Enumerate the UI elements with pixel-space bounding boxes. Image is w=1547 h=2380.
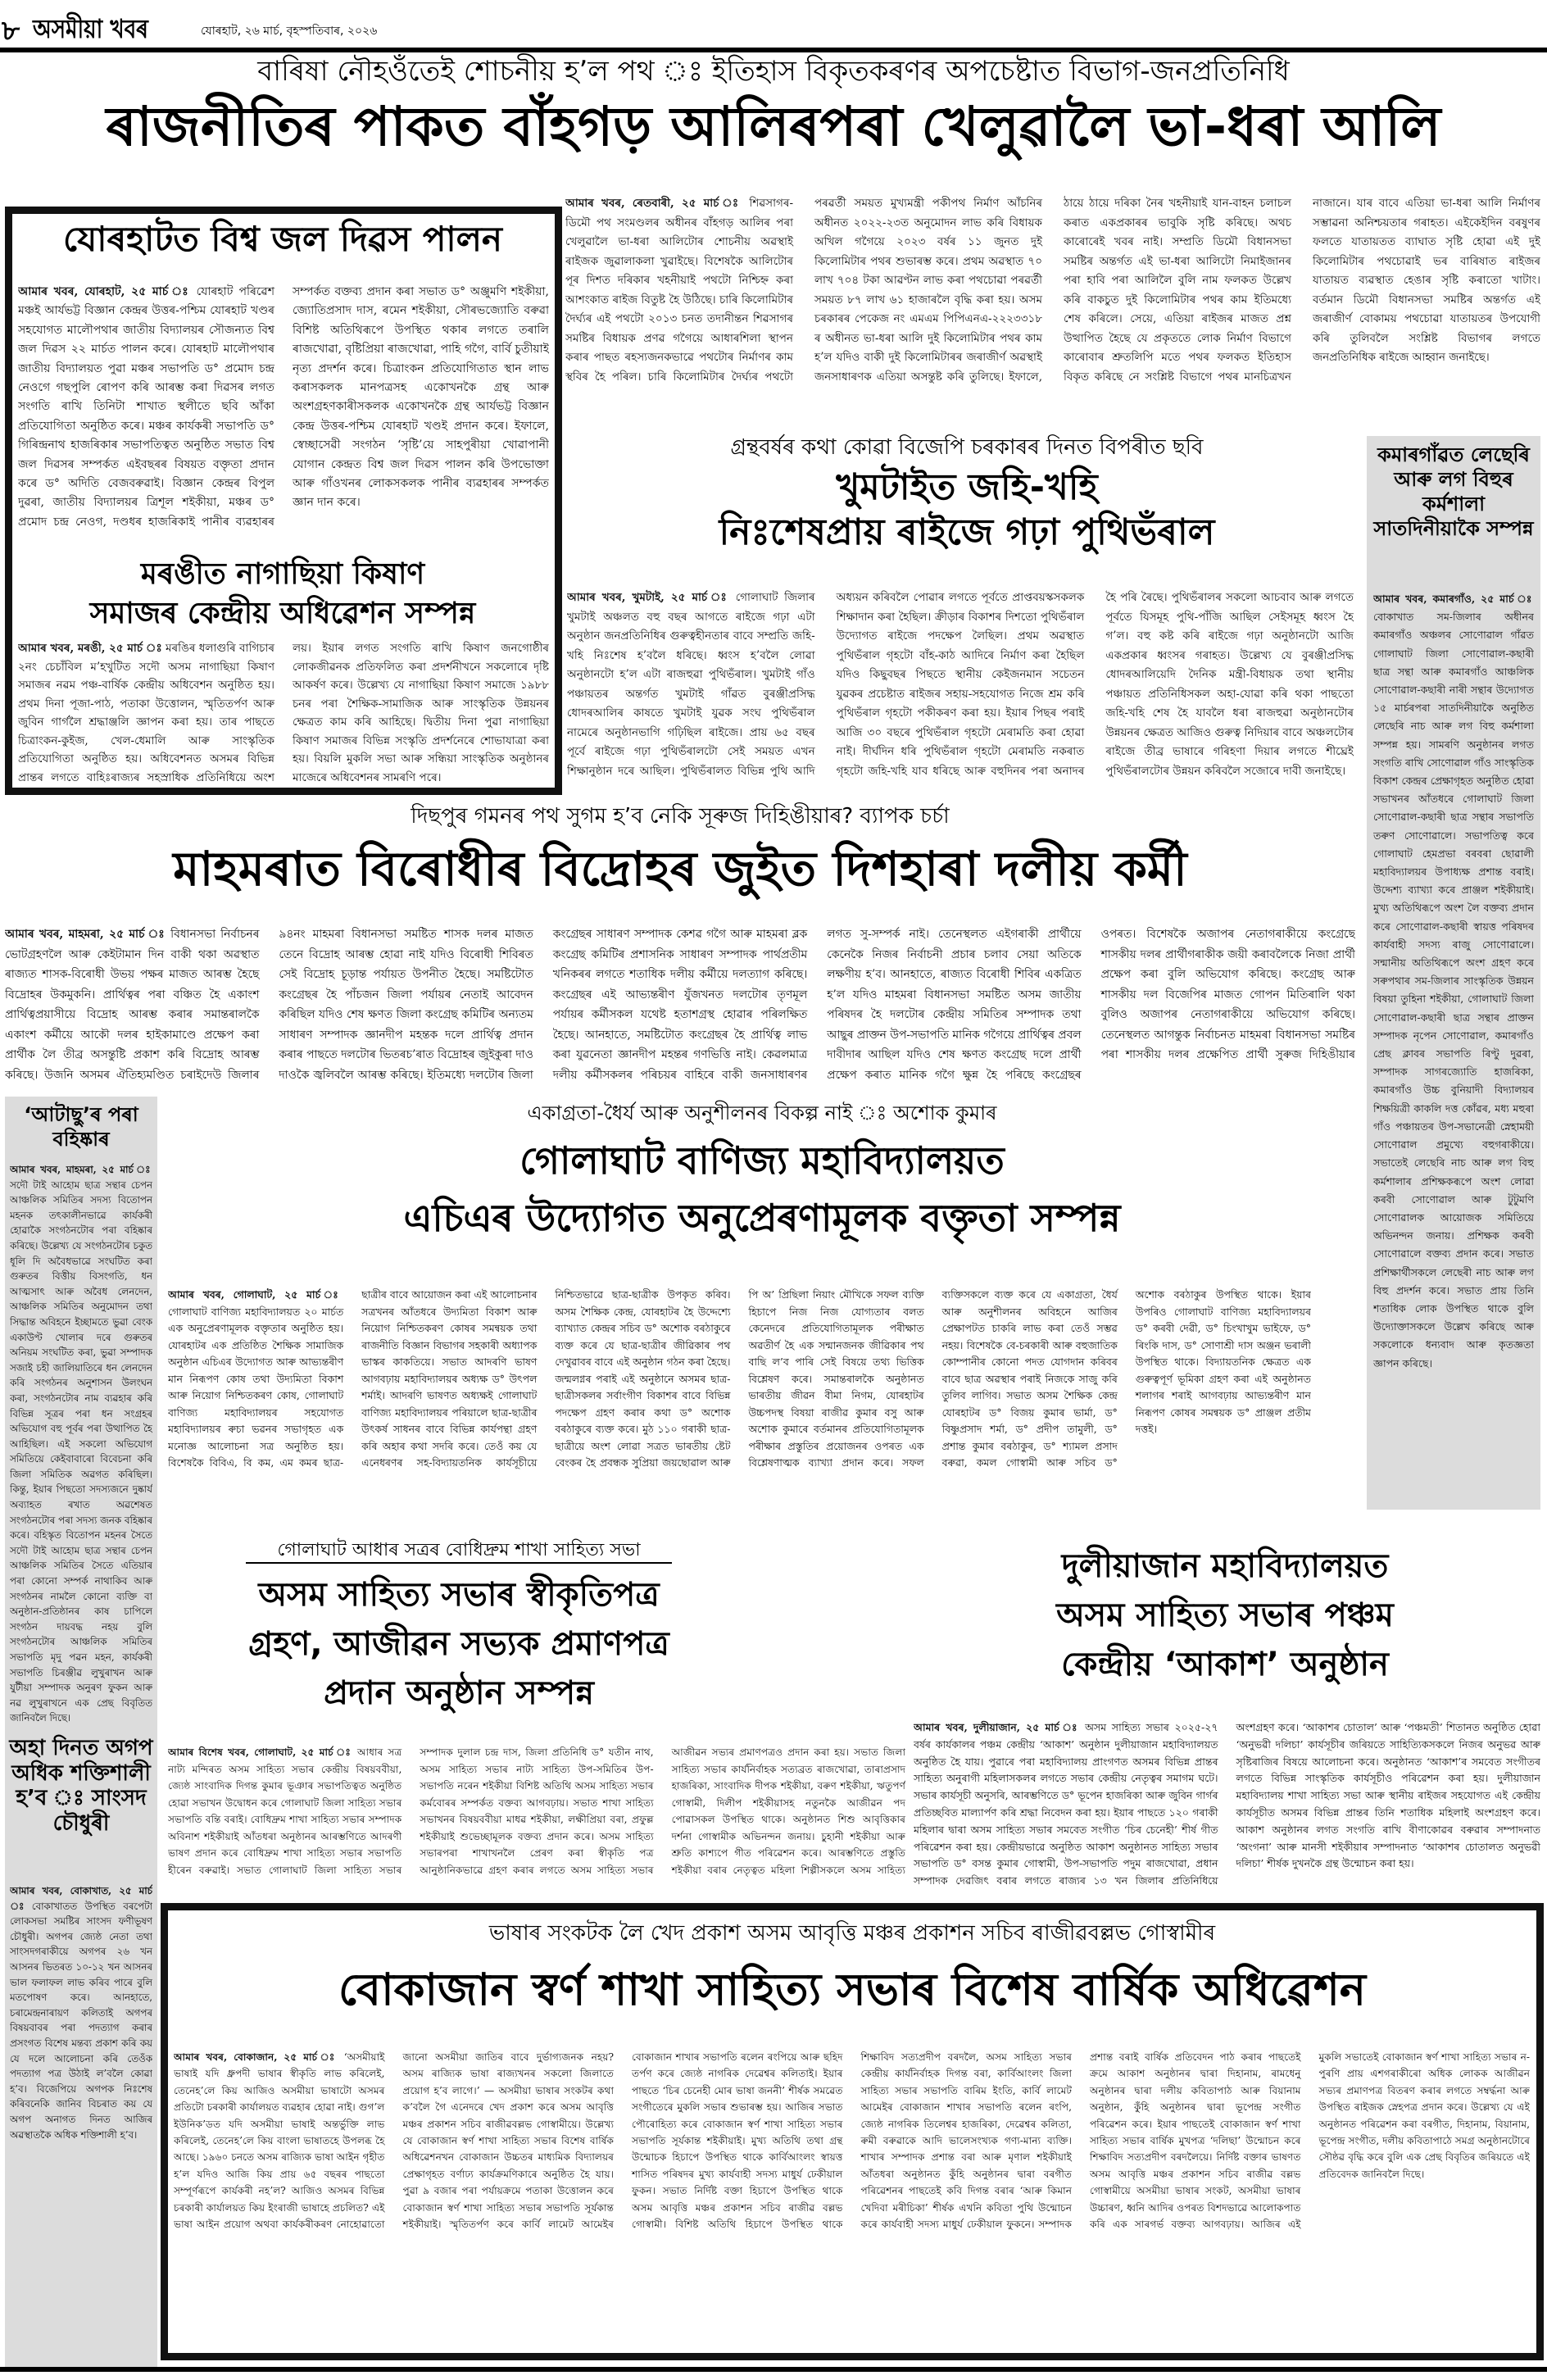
bokajan-headline: বোকাজান স্বৰ্ণ শাখা সাহিত্য সভাৰ বিশেষ বাৰ্ষিক অধিৱেশন [338, 1964, 1366, 2015]
mahmora-kicker: দিছপুৰ গমনৰ পথ সুগম হ’ব নেকি সূৰুজ দিহিঙীয়াৰ? ব্যাপক চৰ্চা [411, 804, 950, 829]
water-headline: যোৰহাটত বিশ্ব জল দিৱস পালন [63, 219, 502, 259]
lead-body: শিৱসাগৰ-ডিমৌ পথ সংমণ্ডলৰ অধীনৰ বাঁহগড় আলিৰ পৰা খেলুৱালৈ ভা-ধৰা আলিটোৰ শোচনীয় অৱস্থাই ৰাইজক জুৱালাকলা খুৱাইছে। বিশেষকৈ আলিটোৰ পূৰ দিশত দৰিকাৰ খহনীয়াই পথটো নিশ্চিহ্ন কৰা আশংকাত ৰাইজ বিতুষ্ট হৈ উঠিছে। চাৰি কিলোমিটাৰ দৈৰ্ঘ্যৰ এই পথটো ২০১৩ চনত তদানীন্তন শিৱসাগৰ সমষ্টিৰ বিধায়ক প্ৰণৱ গগৈয়ে আধাৰশিলা স্থাপন কৰাৰ পাছত ৰহস্যজনকভাৱে পথটোৰ নিৰ্মাণৰ কাম স্থবিৰ হৈ পৰিল। চাৰি কিলোমিটাৰ দৈৰ্ঘ্যৰ পথটো পৰৱৰ্তী সময়ত মুখ্যমন্ত্ৰী পকীপথ নিৰ্মাণ আঁচনিৰ অধীনত ২০২২-২৩ত অনুমোদন লাভ কৰি বিধায়ক অখিল গগৈয়ে ২০২৩ বৰ্ষৰ ১১ জুনত দুই কিলোমিটাৰ পথৰ শুভাৰম্ভ কৰে। প্ৰথম অৱস্থাত ৭০ লাখ ৭০৪ টকা আৱণ্টন লাভ কৰা পথচোৱা পৰৱৰ্তী সময়ত ৮৭ লাখ ৬১ হাজাৰলৈ বৃদ্ধি কৰা হয়। অসম চৰকাৰৰ পেকেজ নং এমএম পিপিএনএ-২২২৩৩১৮ ৰ অধীনত ভা-ধৰা আলি দুই কিলোমিটাৰ পথৰ কাম হ’ল যদিও বাকী দুই কিলোমিটাৰৰ জৰাজীৰ্ণ অৱস্থাই জনসাধাৰণক এতিয়া অসন্তুষ্ট কৰি তুলিছে। ইফালে, ঠায়ে ঠায়ে দৰিকা নৈৰ খহনীয়াই যান-বাহন চলাচল কৰাত একপ্ৰকাৰৰ ভাবুকি সৃষ্টি কৰিছে। অথচ কাৰোৰেই খবৰ নাই। সম্প্ৰতি ডিমৌ বিধানসভা সমষ্টিৰ অন্তৰ্গত এই ভা-ধৰা আলিটো নিমাইজানৰ পৰা হাবি পৰা আলিলৈ বুলি নাম ফলকত উল্লেখ কৰি বাকচুত দুই কিলোমিটাৰ পথৰ কাম ইতিমধ্যে শেষ কৰিলে। সেয়ে, এতিয়া ৰাইজৰ মাজত প্ৰশ্ন উত্থাপিত হৈছে যে প্ৰকৃততে লোক নিৰ্মাণ বিভাগে কাৰোবাৰ শ্ৰুতলিপি মতে পথৰ ফলকত ইতিহাস বিকৃত কৰিছে নে সংশ্লিষ্ট বিভাগে পথৰ মানচিত্ৰখন নাজানে। যাৰ বাবে এতিয়া ভা-ধৰা আলি নিৰ্মাণৰ সম্ভাৱনা অনিশ্চয়তাৰ গৰাহত। এইকেইদিন বৰষুণৰ ফলতে যাতায়তত ব্যাঘাত সৃষ্টি হোৱা এই দুই কিলোমিটাৰ পথচোৱাই ভৰ বাৰিষাত ৰাইজৰ যাতায়ত ব্যৱস্থাত হেঙাৰ সৃষ্টি কৰাতো খাটাং। বৰ্তমান ডিমৌ বিধানসভা সমষ্টিৰ অন্তৰ্গত এই জৰাজীৰ্ণ বোকাময় পথচোৱা যাতায়তৰ উপযোগী কৰি তুলিবলৈ সংশ্লিষ্ট বিভাগৰ লগতে জনপ্ৰতিনিধিক ৰাইজে আহ্বান জনাইছে। [565, 197, 1540, 384]
commerce-headline-1: গোলাঘাট বাণিজ্য মহাবিদ্যালয়ত [519, 1138, 1005, 1183]
sabha-headline-3: প্ৰদান অনুষ্ঠান সম্পন্ন [324, 1674, 594, 1712]
duliajan-body: অসম সাহিত্য সভাৰ ২০২৫-২৭ বৰ্ষৰ কাৰ্যকালৰ পঞ্চম কেন্দ্ৰীয় ‘আকাশ’ অনুষ্ঠান দুলীয়াজান মহাবিদ্যালয়ত অনুষ্ঠিত হৈ যায়। পুৱাৰে পৰা মহাবিদ্যালয় প্ৰাংগণত অসমৰ বিভিন্ন প্ৰান্তৰ সাহিত্য অনুৰাগী মহিলাসকলৰ লগতে সভাৰ কেন্দ্ৰীয় নেতৃত্বৰ সমাগম ঘটে। সভাৰ কাৰ্যসূচী অনুসৰি, আৰম্ভণিতে ড° ভূপেন হাজৰিকা আৰু জুবিন গাৰ্গৰ প্ৰতিচ্ছবিত মাল্যাৰ্পণ কৰি শ্ৰদ্ধা নিবেদন কৰা হয়। ইয়াৰ পাছতে ১২০ গৰাকী মহিলাৰ দ্বাৰা অসম সাহিত্য সভাৰ সমবেত সংগীত ‘চিৰ চেনেহী’ শীৰ্ষ গীত পৰিৱেশন কৰা হয়। কেন্দ্ৰীয়ভাৱে অনুষ্ঠিত আকাশ অনুষ্ঠানত সাহিত্য সভাৰ সভাপতি ড° বসন্ত কুমাৰ গোস্বামী, উপ-সভাপতি পদুম ৰাজখোৱা, প্ৰধান সম্পাদক দেৱজিৎ বৰাৰ লগতে ৰাজ্যৰ ১৩ খন জিলাৰ প্ৰতিনিধিয়ে অংশগ্ৰহণ কৰে। ‘আকাশৰ চোতাল’ আৰু ‘পঞ্চমতী’ শিতানত অনুষ্ঠিত হোৱা ‘অনুভৱী দলিচা’ কাৰ্যসূচীৰ জৰিয়তে সাহিত্যিকসকলে নিজৰ অনুভৱ আৰু সৃষ্টিৰাজিৰ বিষয়ে আলোচনা কৰে। অনুষ্ঠানত ‘আকাশ’ৰ সমবেত সংগীতৰ লগতে বিভিন্ন সাংস্কৃতিক কাৰ্যসূচীও পৰিৱেশন কৰা হয়। দুলীয়াজান মহাবিদ্যালয় শাখা সাহিত্য সভা আৰু স্থানীয় ৰাইজৰ সহযোগত এই কেন্দ্ৰীয় কাৰ্যসূচীত অসমৰ বিভিন্ন প্ৰান্তৰ তিনি শতাধিক মহিলাই অংশগ্ৰহণ কৰে। আকাশ অনুষ্ঠানৰ লগত সংগতি ৰাখি বীণাকোৱৰ বৰুৱাৰ সম্পাদনাত ‘অংগনা’ আৰু মানসী শইকীয়াৰ সম্পাদনাত ‘আকাশৰ চোতালত অনুভৱী দলিচা’ শীৰ্ষক দুখনকৈ গ্ৰন্থ উন্মোচন কৰা হয়। [914, 1721, 1540, 1887]
commerce-headline-2: এচিএৰ উদ্যোগত অনুপ্ৰেৰণামূলক বক্তৃতা সম্পন্ন [403, 1196, 1121, 1240]
paper-logo: অসমীয়া খবৰ [33, 13, 148, 44]
duliajan-headline-1: দুলীয়াজান মহাবিদ্যালয়ত [1061, 1547, 1389, 1585]
commerce-kicker: একাগ্ৰতা-ধৈৰ্য আৰু অনুশীলনৰ বিকল্প নাই ঃ অশোক কুমাৰ [527, 1101, 997, 1124]
mariani-headline-2: সমাজৰ কেন্দ্ৰীয় অধিৱেশন সম্পন্ন [89, 597, 476, 630]
sabha-article [168, 1744, 905, 1892]
mahmora-dateline: আমাৰ খবৰ, মাহমৰা, ২৫ মাৰ্চ ঃ [5, 928, 166, 941]
masthead-rule [0, 48, 1547, 52]
khumtai-kicker: গ্ৰন্থবৰ্ষৰ কথা কোৱা বিজেপি চৰকাৰৰ দিনত বিপৰীত ছবি [730, 435, 1204, 460]
commerce-dateline: আমাৰ খবৰ, গোলাঘাট, ২৫ মাৰ্চ ঃ [168, 1288, 344, 1301]
bokajan-kicker: ভাষাৰ সংকটক লৈ খেদ প্ৰকাশ অসম আবৃত্তি মঞ্চৰ প্ৰকাশন সচিব ৰাজীৱবল্লভ গোস্বামীৰ [488, 1921, 1216, 1946]
water-article [18, 283, 549, 553]
duliajan-dateline: আমাৰ খবৰ, দুলীয়াজান, ২৫ মাৰ্চ ঃ [914, 1721, 1080, 1733]
sabha-body: আধাৰ সত্ৰ নাট্য মন্দিৰত অসম সাহিত্য সভাৰ কেন্দ্ৰীয় বিষয়ববীয়া, জ্যেষ্ঠ সাংবাদিক দিগন্ত কুমাৰ ভূঞাৰ সভাপতিত্বত অনুষ্ঠিত হোৱা সভাখন উদ্বোধন কৰে গোলাঘাট জিলা সাহিত্য সভাৰ সভাপতি বন্তি বৰাই। বোধিদ্ৰুম শাখা সাহিত্য সভাৰ সম্পাদক অবিনাশ শইকীয়াই আঁতধৰা অনুষ্ঠানৰ আৰম্ভণিতে আদৰণী ভাষণ প্ৰদান কৰে বোধিদ্ৰুম শাখা সাহিত্য সভাৰ সভাপতি হীৰেন বৰুৱাই। সভাত গোলাঘাট জিলা সাহিত্য সভাৰ সম্পাদক দুলাল চন্দ্ৰ দাস, জিলা প্ৰতিনিধি ড° যতীন নাথ, অসম সাহিত্য সভাৰ নাট্য সাহিত্য উপ-সমিতিৰ উপ-সভাপতি নৰেন শইকীয়া বিশিষ্ট অতিথি অসম সাহিত্য সভাৰ কৰ্মবোৰৰ সম্পৰ্কত বক্তব্য আগবঢ়ায়। সভাত শাখা সাহিত্য সভাখনৰ বিষয়ববীয়া মাধৱ শইকীয়া, লক্ষীপ্ৰিয়া বৰা, প্ৰফুল্ল শইকীয়াই শুভেচ্ছামূলক বক্তব্য প্ৰদান কৰে। অসম সাহিত্য সভাৰপৰা শাখাখনলৈ প্ৰেৰণ কৰা স্বীকৃতি পত্ৰ আনুষ্ঠানিকভাৱে গ্ৰহণ কৰাৰ লগতে অসম সাহিত্য সভাৰ আজীৱন সভ্যৰ প্ৰমাণপত্ৰও প্ৰদান কৰা হয়। সভাত জিলা সাহিত্য সভাৰ কাৰ্যনিৰ্বাহক সত্যব্ৰত ৰাজখোৱা, তাৰাপ্ৰসাদ হাজৰিকা, সাংবাদিক দীপক শইকীয়া, বৰুণ শইকীয়া, ঋতুপৰ্ণ গোস্বামী, দিলীপ শইকীয়াসহ নতুনকৈ আজীৱন পদ পোৱাসকল উপস্থিত থাকে। অনুষ্ঠানত শিশু আবৃত্তিকাৰ দৰ্শনা গোস্বামীক অভিনন্দন জনায়। চুহানী শইকীয়া আৰু শ্ৰুতি কাশ্যপে গীত পৰিৱেশন কৰে। আৰম্ভণিতে প্ৰস্তুতি শইকীয়া বৰাৰ নেতৃত্বত মহিলা শিল্পীসকলে অসম সাহিত্য [168, 1746, 905, 1876]
duliajan-article [914, 1719, 1540, 1892]
masthead [0, 0, 1547, 48]
lead-kicker: বাৰিষা নৌহওঁতেই শোচনীয় হ’ল পথ ঃ ইতিহাস বিকৃতকৰণৰ অপচেষ্টাত বিভাগ-জনপ্ৰতিনিধি [257, 55, 1290, 88]
mahmora-headline: মাহমৰাত বিৰোধীৰ বিদ্ৰোহৰ জুইত দিশহাৰা দলীয় কৰ্মী [173, 841, 1187, 897]
khumtai-headline-1: খুমটাইত জহি-খহি [836, 466, 1098, 508]
mariani-article [18, 639, 549, 787]
lead-headline: ৰাজনীতিৰ পাকত বাঁহগড় আলিৰপৰা খেলুৱালৈ ভা-ধৰা আলি [106, 95, 1441, 158]
sabha-dateline: আমাৰ বিশেষ খবৰ, গোলাঘাট, ২৫ মাৰ্চ ঃ [168, 1746, 352, 1758]
masthead-dateline: যোৰহাট, ২৬ মাৰ্চ, বৃহস্পতিবাৰ, ২০২৬ [201, 25, 378, 38]
lead-article [565, 194, 1540, 428]
lead-dateline: আমাৰ খবৰ, ৰেতবাৰী, ২৫ মাৰ্চ ঃ [565, 197, 742, 210]
sabha-headline-1: অসম সাহিত্য সভাৰ স্বীকৃতিপত্ৰ [258, 1576, 660, 1614]
kumargaon-dateline: আমাৰ খবৰ, কমাৰগাঁও, ২৫ মাৰ্চ ঃ [1373, 593, 1534, 605]
commerce-article [168, 1287, 1311, 1524]
mariani-headline-1: মৰঙীত নাগাছিয়া কিষাণ [140, 557, 425, 591]
khumtai-headline-2: নিঃশেষপ্ৰায় ৰাইজে গঢ়া পুথিভঁৰাল [719, 511, 1215, 553]
kumargaon-article [1373, 590, 1534, 1504]
kumargaon-headline: কমাৰগাঁৱত লেছেৰি আৰু লগ বিহুৰ কৰ্মশালা সাতদিনীয়াকৈ সম্পন্ন [1373, 443, 1534, 540]
mariani-dateline: আমাৰ খবৰ, মৰঙী, ২৫ মাৰ্চ ঃ [18, 642, 162, 655]
khumtai-article [567, 588, 1354, 789]
agp-body: বোকাখাতত উপস্থিত বৰপেটা লোকসভা সমষ্টিৰ সাংসদ ফণীভূষণ চৌধুৰী। অগপৰ জ্যেষ্ঠ নেতা তথা সাংসদগৰাকীয়ে অগপৰ ২৬ খন আসনৰ ভিতৰত ১০-১২ খন আসনৰ ভাল ফলাফল লাভ কৰিব পাৰে বুলি মতপোষণ কৰে। আনহাতে, চৰামেন্দ্ৰনাৰায়ণ কলিতাই অগপৰ বিষয়বাবৰ পৰা পদত্যাগ কৰাৰ প্ৰসংগত বিশেষ মন্তব্য প্ৰকাশ কৰি কয় যে দলে আলোচনা কৰি তেওঁক পদত্যাগ পত্ৰ উঠাই ল’বলৈ কোৱা হ’ব। বিজেপিয়ে অগপক নিঃশেষ কৰিবনেকি জানিব বিচৰাত কয় যে অগপ অনাগত দিনত আজিৰ অৱস্থাতকৈ অধিক শক্তিশালী হ’ব। [10, 1900, 152, 2141]
agp-article [10, 1883, 152, 2367]
khumtai-dateline: আমাৰ খবৰ, খুমটাই, ২৫ মাৰ্চ ঃ [567, 591, 730, 604]
atasu-body: সদৌ টাই আহোম ছাত্ৰ সন্থাৰ চেপন আঞ্চলিক সমিতিৰ সদস্য বিতোপন মহনক তৎকালীনভাৱে কাৰ্যকৰী হোৱাকৈ সংগঠনটোৰ পৰা বহিষ্কাৰ কৰিছে। উল্লেখ্য যে সংগঠনটোৰ চকুত ধূলি দি অবৈধভাৱে সংঘটিত কৰা গুৰুতৰ বিত্তীয় বিসংগতি, ধন আত্মসাৎ আৰু অবৈধ লেনদেন, আঞ্চলিক সমিতিৰ অনুমোদন তথা সিদ্ধান্ত অবিহনে ইচ্ছামতে ভুৱা বেংক একাউণ্ট খোলাৰ দৰে গুৰুতৰ অনিয়ম সংঘটিত কৰা, ভুৱা সম্পাদক সজাই চহী জালিয়াতিৰে ধন লেনদেন কৰি সংগঠনৰ অনুশাসন উলংঘন কৰা, সংগঠনটোৰ নাম ব্যৱহাৰ কৰি বিভিন্ন সূত্ৰৰ পৰা ধন সংগ্ৰহৰ অভিযোগ বহু পূৰ্বৰ পৰা উত্থাপিত হৈ আহিছিল। এই সকলো অভিযোগ সমিতিয়ে কেইবাবাৰো বিবেচনা কৰি জিলা সমিতিক অৱগত কৰিছিল। কিন্তু, ইয়াৰ পিছতো সদস্যজনে দুষ্কাৰ্য অব্যাহত ৰখাত অৱশেষত সংগঠনটোৰ পৰা সদস্য জনক বহিষ্কাৰ কৰে। বহিস্কৃত বিতোপন মহনৰ সৈতে সদৌ টাই আহোম ছাত্ৰ সন্থাৰ চেপন আঞ্চলিক সমিতিৰ সৈতে এতিয়াৰ পৰা কোনো সম্পৰ্ক নাথাকিব আৰু সংগঠনৰ নামলৈ কোনো ব্যক্তি বা অনুষ্ঠান-প্ৰতিষ্ঠানৰ কাষ চাপিলে সংগঠন দায়বদ্ধ নহয় বুলি সংগঠনটোৰ আঞ্চলিক সমিতিৰ সভাপতি মৃদু পৱন মহন, কাৰ্যকৰী সভাপতি চিৰঞ্জীৱ লুখুৰাখন আৰু যুটীয়া সম্পাদক অনুৰণ ফুকন আৰু নৱ লুখুৰাখনে এক প্ৰেছ বিবৃতিত জানিবলৈ দিছে। [10, 1179, 152, 1724]
agp-dateline: আমাৰ খবৰ, বোকাখাত, ২৫ মাৰ্চ ঃ [10, 1885, 152, 1912]
mariani-body: মৰঙিৰ ধলাগুৰি বাগিচাৰ ২নং চেচাঁবিল ম’হখুটিত সদৌ অসম নাগাছিয়া কিষাণ সমাজৰ নৱম পঞ্চ-বাৰ্ষিক কেন্দ্ৰীয় অধিবেশন অনুষ্ঠিত হয়। প্ৰথম দিনা পূজা-পাঠ, পতাকা উত্তোলন, স্মৃতিতৰ্পণ আৰু জুবিন গাৰ্গলৈ শ্ৰদ্ধাঞ্জলি জ্ঞাপন কৰা হয়। তাৰ পাছতে চিত্ৰাংকন-কুইজ, খেল-ধেমালি আৰু সাংস্কৃতিক প্ৰতিযোগিতা অনুষ্ঠিত হয়। অধিবেশনত অসমৰ বিভিন্ন প্ৰান্তৰ লগতে বাহিঃৰাজ্যৰ সহস্ৰাধিক প্ৰতিনিধিয়ে অংশ লয়। ইয়াৰ লগত সংগতি ৰাখি কিষাণ জনগোষ্ঠীৰ লোকজীৱনক প্ৰতিফলিত কৰা প্ৰদৰ্শনীখনে সকলোৰে দৃষ্টি আকৰ্ষণ কৰে। উল্লেখ্য যে নাগাছিয়া কিষাণ সমাজে ১৯৮৮ চনৰ পৰা শৈক্ষিক-সামাজিক আৰু সাংস্কৃতিক উন্নয়নৰ ক্ষেত্ৰত কাম কৰি আহিছে। দ্বিতীয় দিনা পুৱা নাগাছিয়া কিষাণ সমাজৰ বিভিন্ন সংস্কৃতি প্ৰদৰ্শনেৰে শোভাযাত্ৰা কৰা হয়। বিয়লি মুকলি সভা আৰু সন্ধিয়া সাংস্কৃতিক অনুষ্ঠানৰ মাজেৰে অধিবেশনৰ সামৰণি পৰে। [18, 642, 549, 784]
water-dateline: আমাৰ খবৰ, যোৰহাট, ২৫ মাৰ্চ ঃ [18, 285, 191, 298]
duliajan-headline-3: কেন্দ্ৰীয় ‘আকাশ’ অনুষ্ঠান [1061, 1646, 1389, 1683]
sabha-kicker: গোলাঘাট আধাৰ সত্ৰৰ বোধিদ্ৰুম শাখা সাহিত্য সভা [246, 1541, 672, 1564]
bokajan-body: ‘অসমীয়াই ভাষাই যদি ধ্ৰুপদী ভাষাৰ স্বীকৃতি লাভ কৰিলেই, তেনেহ’লে কিয় আজিও অসমীয়া ভাষাটো অসমৰ প্ৰতিটো চৰকাৰী কাৰ্যালয়ত ব্যৱহাৰ হোৱা নাই। গুগ’ল ইউনিক’ডত যদি অসমীয়া ভাষাই অন্তৰ্ভুক্তি লাভ কৰিলেই, তেনেহ’লে কিয় বাংলা ভাষাতহে উপলব্ধ হৈ আছে। ১৯৬০ চনতে অসম ৰাজ্যিক ভাষা আইন গৃহীত হ’ল যদিও আজি কিয় প্ৰায় ৬৫ বছৰৰ পাছতো সম্পূৰ্ণৰূপে কাৰ্যকৰী নহ’ল? আজিও অসমৰ বিভিন্ন চৰকাৰী কাৰ্যালয়ত কিয় ইংৰাজী ভাষাহে প্ৰচলিত? এই ভাষা আইন প্ৰয়োগ অথবা কাৰ্যকৰীকৰণ নোহোৱাতো জানো অসমীয়া জাতিৰ বাবে দুৰ্ভাগ্যজনক নহয়? অসম ৰাজ্যিক ভাষা ৰাজ্যখনৰ সকলো জিলাতে প্ৰয়োগ হ’ব লাগে।’ — অসমীয়া ভাষাৰ সংকটৰ কথা ক’বলৈ গৈ এনেদৰে খেদ প্ৰকাশ কৰে অসম আবৃত্তি মঞ্চৰ প্ৰকাশন সচিব ৰাজীৱবল্লভ গোস্বামীয়ে। উল্লেখ্য যে বোকাজান স্বৰ্ণ শাখা সাহিত্য সভাৰ বিশেষ বাৰ্ষিক অধিৱেশনখন বোকাজান উচ্চতৰ মাধ্যমিক বিদ্যালয়ৰ প্ৰেক্ষাগৃহত বৰ্ণাঢ্য কাৰ্যক্ৰমণিকাৰে অনুষ্ঠিত হৈ যায়। পুৱা ৯ বজাৰ পৰা পৰ্যায়ক্ৰমে পতাকা উত্তোলন কৰে বোকাজান স্বৰ্ণ শাখা সাহিত্য সভাৰ সভাপতি সূৰ্যকান্ত শইকীয়াই। স্মৃতিতৰ্পণ কৰে কাৰ্বি লামেট আমেইৰ বোকাজান শাখাৰ সভাপতি ৰলেন ৰংপিয়ে আৰু ছহিদ তৰ্পণ কৰে জ্যেষ্ঠ নাগৰিক দেৱেশ্বৰ কলিতাই। ইয়াৰ পাছতে ‘চিৰ চেনেহী মোৰ ভাষা জননী’ শীৰ্ষক সমৱেত সংগীতেৰে মুকলি সভাৰ শুভাৰম্ভ হয়। আজিৰ সভাত পৌৰোহিত্য কৰে বোকাজান স্বৰ্ণ শাখা সাহিত্য সভাৰ সভাপতি সূৰ্যকান্ত শইকীয়াই। মুখ্য অতিথি তথা গ্ৰন্থ উন্মোচক হিচাপে উপস্থিত থাকে কাৰ্বিআংলং স্বায়ত্ত শাসিত পৰিষদৰ মুখ্য কাৰ্যবাহী সদস্য মাধুৰ্য ঢেকীয়াল ফুকন। সভাত নিৰ্দিষ্ট বক্তা হিচাপে উপস্থিত থাকে অসম আবৃত্তি মঞ্চৰ প্ৰকাশন সচিব ৰাজীৱ বল্লভ গোস্বামী। বিশিষ্ট অতিথি হিচাপে উপস্থিত থাকে শিক্ষাবিদ সত্যপ্ৰদীপ বৰদলৈ, অসম সাহিত্য সভাৰ কেন্দ্ৰীয় কাৰ্যনিৰ্বাহক দিগন্ত বৰা, কাৰ্বিআংলং জিলা সাহিত্য সভাৰ সভাপতি বাৰিম ইংতি, কাৰ্বি লামেট আমেইৰ বোকাজান শাখাৰ সভাপতি ৰলেন ৰংপি, জ্যেষ্ঠ নাগৰিক তিলেশ্বৰ হাজৰিকা, দেৱেশ্বৰ কলিতা, ৰুমী বৰুৱাকে আদি ভালেসংখ্যক গণ্য-মান্য ব্যক্তি। শাখাৰ সম্পাদক প্ৰশান্ত বৰা আৰু মৃণাল শইকীয়াই আঁতধৰা অনুষ্ঠানত কুঁহি অনুষ্ঠানৰ দ্বাৰা বৰগীত পৰিৱেশনৰ পাছতেই কবি দিগন্ত বৰাৰ ‘আৰু কিমান খেদিবা মৰীচিকা’ শীৰ্ষক এখনি কবিতা পুথি উন্মোচন কৰে কাৰ্যবাহী সদস্য মাধুৰ্য ঢেকীয়াল ফুকনে। সম্পাদক প্ৰশান্ত বৰাই বাৰ্ষিক প্ৰতিবেদন পাঠ কৰাৰ পাছতেই ক্ৰমে আকাশ অনুষ্ঠানৰ দ্বাৰা দিহানাম, ৰামধেনু অনুষ্ঠানৰ দ্বাৰা দলীয় কবিতাপাঠ আৰু বিয়ানাম অনুষ্ঠান, কুঁহি অনুষ্ঠানৰ দ্বাৰা ভূপেন্দ্ৰ সংগীত পৰিৱেশন কৰে। ইয়াৰ পাছতেই বোকাজান স্বৰ্ণ শাখা সাহিত্য সভাৰ বাৰ্ষিক মুখপত্ৰ ‘দলিছা’ উন্মোচন কৰে শিক্ষাবিদ সত্যপ্ৰদীপ বৰদলৈয়ে। নিৰ্দিষ্ট বক্তাৰ ভাষণত অসম আবৃত্তি মঞ্চৰ প্ৰকাশন সচিব ৰাজীৱ বল্লভ গোস্বামীয়ে অসমীয়া ভাষাৰ সংকট, অসমীয়া ভাষাৰ উচ্চাৰণ, ধ্বনি আদিৰ ওপৰত বিশদভাৱে আলোকপাত কৰি এক সাৰগৰ্ভ বক্তব্য আগবঢ়ায়। আজিৰ এই মুকলি সভাতেই বোকাজান স্বৰ্ণ শাখা সাহিত্য সভাৰ ন-পুৰণি প্ৰায় এশগৰাকীৰো অধিক লোকক আজীৱন সভ্যৰ প্ৰমাণপত্ৰ বিতৰণ কৰাৰ লগতে সম্বৰ্দ্ধনা আৰু উপস্থিত ৰাইজক স্নেহপত্ৰ প্ৰদান কৰে। উল্লেখ্য যে এই অনুষ্ঠানত পৰিৱেশন কৰা বৰগীত, দিহানাম, বিয়ানাম, ভূপেন্দ্ৰ সংগীত, দলীয় কবিতাপাঠে সমগ্ৰ অনুষ্ঠানটোৰে সৌষ্ঠৱ বৃদ্ধি কৰে বুলি এক প্ৰেছ বিবৃতিৰ জৰিয়তে এই প্ৰতিবেদক জানিবলৈ দিছে। [174, 2051, 1530, 2231]
mahmora-article [5, 924, 1355, 1088]
kumargaon-body: বোকাখাত সম-জিলাৰ অধীনৰ কমাৰগাঁও অঞ্চলৰ সোণোৱাল গাঁৱত গোলাঘাট জিলা সোণোৱাল-কছাৰী ছাত্ৰ সন্থা আৰু কমাৰগাঁও আঞ্চলিক সোণোৱাল-কছাৰী নাৰী সন্থাৰ উদ্যোগত ১৫ মাৰ্চৰপৰা সাতদিনীয়াকৈ অনুষ্ঠিত লেছেৰি নাচ আৰু লগ বিহু কৰ্মশালা সম্পন্ন হয়। সামৰণি অনুষ্ঠানৰ লগত সংগতি ৰাখি সোণোৱাল গাঁও সাংস্কৃতিক বিকাশ কেন্দ্ৰৰ প্ৰেক্ষাগৃহত অনুষ্ঠিত হোৱা সভাখনৰ আঁতধৰে গোলাঘাট জিলা সোণোৱাল-কছাৰী ছাত্ৰ সন্থাৰ সভাপতি তৰুণ সোণোৱালে। সভাপতিত্ব কৰে গোলাঘাট হেমপ্ৰভা বৰবৰা ছোৱালী মহাবিদ্যালয়ৰ উপাধ্যক্ষ প্ৰশান্ত বৰাই। উদ্দেশ্য ব্যাখ্যা কৰে প্ৰাঞ্জল শইকীয়াই। মুখ্য অতিথিৰূপে অংশ লৈ বক্তব্য প্ৰদান কৰে সোণোৱাল-কছাৰী স্বায়ত্ত পৰিষদৰ কাৰ্যবাহী সদস্য ৰাজু সোণোৱালে। সন্মানীয় অতিথিৰূপে অংশ গ্ৰহণ কৰে সৰুপথাৰ সম-জিলাৰ সাংস্কৃতিক উন্নয়ন বিষয়া তুহিনা শইকীয়া, গোলাঘাট জিলা সোণোৱাল-কছাৰী ছাত্ৰ সন্থাৰ প্ৰাক্তন সম্পাদক নৃপেন সোণোৱাল, কমাৰগাঁও প্ৰেছ ক্লাবৰ সভাপতি ৰিণ্টু দুৱৰা, সম্পাদক সাগৰজ্যোতি হাজৰিকা, কমাৰগাঁও উচ্চ বুনিয়াদী বিদ্যালয়ৰ শিক্ষয়িত্ৰী কাকলি দত্ত কোঁৱৰ, মধ্য মহুৰা গাঁও পঞ্চায়তৰ উপ-সভানেত্ৰী স্নেহাময়ী সোণোৱাল প্ৰমুখ্যে বহুগৰাকীয়ে। সভাতেই লেছেৰি নাচ আৰু লগ বিহু কৰ্মশালাৰ প্ৰশিক্ষকৰূপে অংশ লোৱা কৰবী সোণোৱাল আৰু টুটুমণি সোণোৱালক আয়োজক সমিতিয়ে অভিনন্দন জনায়। প্ৰশিক্ষক কৰবী সোণোৱালে বক্তব্য প্ৰদান কৰে। সভাত প্ৰশিক্ষাৰ্থীসকলে লেছেৰী নাচ আৰু লগ বিহু প্ৰদৰ্শন কৰে। সভাত প্ৰায় তিনি শতাধিক লোক উপস্থিত থাকে বুলি উদ্যোক্তাসকলে উল্লেখ কৰিছে আৰু সকলোকে ধন্যবাদ আৰু কৃতজ্ঞতা জ্ঞাপন কৰিছে। [1373, 611, 1534, 1369]
khumtai-body: গোলাঘাট জিলাৰ খুমটাই অঞ্চলত বহু বছৰ আগতে ৰাইজে গঢ়া এটা অনুষ্ঠান জনপ্ৰতিনিধিৰ গুৰুত্বহীনতাৰ বাবে সম্প্ৰতি জহি-খহি নিঃশেষ হ’বলৈ ধৰিছে। ধ্বংস হ’বলৈ লোৱা অনুষ্ঠানটো হ’ল এটা ৰাজহুৱা পুথিভঁৰাল। খুমটাই গাঁও পঞ্চায়তৰ অন্তৰ্গত খুমটাই গাঁৱত বুৰঞ্জীপ্ৰসিদ্ধ ধোদৰআলিৰ কাষতে খুমটাই যুৱক সংঘ পুথিভঁৰাল নামেৰে অনুষ্ঠানভাগি গঢ়িছিল ৰাইজে। প্ৰায় ৬৫ বছৰ পূৰ্বে ৰাইজে গঢ়া পুথিভঁৰালটো সেই সময়ত এখন শিক্ষানুষ্ঠান দৰে আছিল। পুথিভঁৰালত বিভিন্ন পুথি আদি অধ্যয়ন কৰিবলৈ পোৱাৰ লগতে পূৰ্বতে প্ৰাপ্তবয়স্কসকলক শিক্ষাদান কৰা হৈছিল। ক্ৰীড়াৰ বিকাশৰ দিশতো পুথিভঁৰাল উদ্যোগত ৰাইজে পদক্ষেপ লৈছিল। প্ৰথম অৱস্থাত পুথিভঁৰাল গৃহটো বাঁহ-কাঠ আদিৰে নিৰ্মাণ কৰা হৈছিল যদিও কিছুবছৰ পিছতে স্থানীয় কেইজনমান সচেতন যুৱকৰ প্ৰচেষ্টাত ৰাইজৰ সহায়-সহযোগত নিজে শ্ৰম কৰি পুথিভঁৰাল গৃহটো পকীকৰণ কৰা হয়। ইয়াৰ পিছৰ পৰাই আজি ৩০ বছৰে পুথিভঁৰাল গৃহটো মেৰামতি কৰা হোৱা নাই। দীৰ্ঘদিন ধৰি পুথিভঁৰাল গৃহটো মেৰামতি নকৰাত গৃহটো জহি-খহি যাব ধৰিছে আৰু বহুদিনৰ পৰা অনাদৰ হৈ পৰি ৰৈছে। পুথিভঁৰালৰ সকলো আচবাব আৰু লগতে পূৰ্বতে যিসমূহ পুথি-পাঁজি আছিল সেইসমূহ ধ্বংস হৈ গ’ল। বহু কষ্ট কৰি ৰাইজে গঢ়া অনুষ্ঠানটো আজি একপ্ৰকাৰ ধ্বংসৰ গৰাহত। উল্লেখ্য যে বুৰঞ্জীপ্ৰসিদ্ধ ধোদৰআলিয়েদি দৈনিক মন্ত্ৰী-বিধায়ক তথা স্থানীয় পঞ্চায়ত প্ৰতিনিধিসকল অহা-যোৱা কৰি থকা পাছতো জহি-খহি শেষ হৈ যাবলৈ ধৰা ৰাজহুৱা অনুষ্ঠানটোৰ উন্নয়নৰ ক্ষেত্ৰত আজিও গুৰুত্ব নিদিয়াৰ বাবে অঞ্চলটোৰ ৰাইজে তীব্ৰ ভাষাৰে গৰিহণা দিয়াৰ লগতে শীঘ্ৰেই পুথিভঁৰালটোৰ উন্নয়ন কৰিবলৈ সজোৰে দাবী জনাইছে। [567, 591, 1354, 778]
page-number: ৮ [2, 15, 20, 48]
atasu-article [10, 1162, 152, 1736]
atasu-headline: ‘আটাছু’ৰ পৰা বহিষ্কাৰ [24, 1103, 138, 1151]
duliajan-headline-2: অসম সাহিত্য সভাৰ পঞ্চম [1056, 1597, 1394, 1634]
bokajan-article [174, 2049, 1530, 2348]
water-body: যোৰহাট পৰিৱেশ মঞ্চই আৰ্যভট্ট বিজ্ঞান কেন্দ্ৰৰ উত্তৰ-পশ্চিম যোৰহাট খণ্ডৰ সহযোগত মালৌপথাৰ জাতীয় বিদ্যালয়ৰ সৌজন্যত বিশ্ব জল দিৱস ২২ মাৰ্চত পালন কৰে। যোৰহাট মালৌপথাৰ জাতীয় বিদ্যালয়ত পুৱা মঞ্চৰ সভাপতি ড° প্ৰমোদ চন্দ্ৰ নেওগে গছপুলি ৰোপণ কৰি আৰম্ভ কৰা দিৱসৰ লগত সংগতি ৰাখি তিনিটা শাখাত স্থলীতে ছবি আঁকা প্ৰতিযোগিতা অনুষ্ঠিত কৰে। মঞ্চৰ কাৰ্যকৰী সভাপতি ড° গিৰিন্দ্ৰনাথ হাজৰিকাৰ সভাপতিত্বত অনুষ্ঠিত সভাত বিশ্ব জল দিৱসৰ সম্পৰ্কত এইবছৰৰ বিষয়ত বক্তৃতা প্ৰদান কৰে ড° অদিতি বেজবৰুৱাই। বিজ্ঞান কেন্দ্ৰৰ বিপুল দুৱৰা, জাতীয় বিদ্যালয়ৰ ত্ৰিশূল শইকীয়া, মঞ্চৰ ড° প্ৰমোদ চন্দ্ৰ নেওগ, দণ্ডধৰ হাজৰিকাই পানীৰ ব্যৱহাৰৰ সম্পৰ্কত বক্তব্য প্ৰদান কৰা সভাত ড° অঞ্জুমণি শইকীয়া, জ্যোতিপ্ৰসাদ দাস, ৰমেন শইকীয়া, সৌৰভজ্যোতি বৰুৱা বিশিষ্ট অতিথিৰূপে উপস্থিত থকাৰ লগতে তৰালি ৰাজখোৱা, বৃষ্টিপ্ৰিয়া ৰাজখোৱা, পাহি গগৈ, বাৰ্বি চুতীয়াই নৃত্য প্ৰদৰ্শন কৰে। চিত্ৰাংকন প্ৰতিযোগিতাত স্থান লাভ কৰাসকলক মানপত্ৰসহ একোখনকৈ গ্ৰন্থ আৰু অংশগ্ৰহণকাৰীসকলক একোখনকৈ গ্ৰন্থ আৰ্যভট্ট বিজ্ঞান কেন্দ্ৰ উত্তৰ-পশ্চিম যোৰহাট খণ্ডই প্ৰদান কৰে। ইফালে, স্বেচ্ছাসেৱী সংগঠন ‘সৃষ্টি’য়ে সাহপুৰীয়া খোৱাপানী যোগান কেন্দ্ৰত বিশ্ব জল দিৱস পালন কৰি উপভোক্তা আৰু গাঁওখনৰ লোকসকলক পানীৰ ব্যৱহাৰৰ সম্পৰ্কত জ্ঞান দান কৰে। [18, 285, 549, 529]
agp-headline: অহা দিনত অগপ অধিক শক্তিশালী হ’ব ঃ সাংসদ চৌধুৰী [9, 1736, 153, 1837]
atasu-dateline: আমাৰ খবৰ, মাহমৰা, ২৫ মাৰ্চ ঃ [10, 1164, 152, 1175]
bottom-rule [0, 2367, 1547, 2372]
mahmora-body: বিধানসভা নিৰ্বাচনৰ ভোটগ্ৰহণলৈ আৰু কেইটামান দিন বাকী থকা অৱস্থাত ৰাজ্যত শাসক-বিৰোধী উভয় পক্ষৰ মাজত আৰম্ভ হৈছে বিদ্ৰোহৰ উকমুকনি। প্ৰাৰ্থিত্বৰ পৰা বঞ্চিত হৈ একাংশ প্ৰাৰ্থিত্বপ্ৰয়াসীয়ে বিদ্ৰোহ আৰম্ভ কৰাৰ সমান্তৰালকৈ একাংশ কৰ্মীয়ে আকৌ দলৰ হাইকামাণ্ডে প্ৰক্ষেপ কৰা প্ৰাৰ্থীক লৈ তীব্ৰ অসন্তুষ্টি প্ৰকাশ কৰি বিদ্ৰোহ আৰম্ভ কৰিছে। উজনি অসমৰ ঐতিহ্যমণ্ডিত চৰাইদেউ জিলাৰ ৯৪নং মাহমৰা বিধানসভা সমষ্টিত শাসক দলৰ মাজত তেনে বিদ্ৰোহ আৰম্ভ হোৱা নাই যদিও বিৰোধী শিবিৰত সেই বিদ্ৰোহ চূড়ান্ত পৰ্যায়ত উপনীত হৈছে। সমষ্টিটোত কংগ্ৰেছৰ হৈ পাঁচজন জিলা পৰ্যায়ৰ নেতাই আবেদন কৰিছিল যদিও শেষ ক্ষণত জিলা কংগ্ৰেছ কমিটিৰ অন্যতম সাধাৰণ সম্পাদক জ্ঞানদীপ মহন্তক দলে প্ৰাৰ্থিত্ব প্ৰদান কৰাৰ পাছতে দলটোৰ ভিতৰচ’ৰাত বিদ্ৰোহৰ জুইকুৰা দাও দাওকৈ জ্বলিবলৈ আৰম্ভ কৰিছে। ইতিমধ্যে দলটোৰ জিলা কংগ্ৰেছৰ সাধাৰণ সম্পাদক কেশৱ গগৈ আৰু মাহমৰা ব্লক কংগ্ৰেছ কমিটিৰ প্ৰশাসনিক সাধাৰণ সম্পাদক পাৰ্থপ্ৰতীম খনিকৰৰ লগতে শতাধিক দলীয় কৰ্মীয়ে দলত্যাগ কৰিছে। কংগ্ৰেছৰ এই আভ্যন্তৰীণ যুঁজখনত দলটোৰ তৃণমূল পৰ্যায়ৰ কৰ্মীসকল যথেষ্ট হতাশগ্ৰস্থ হোৱাৰ পৰিলক্ষিত হৈছে। আনহাতে, সমষ্টিটোত কংগ্ৰেছৰ হৈ প্ৰাৰ্থিত্ব লাভ কৰা যুৱনেতা জ্ঞানদীপ মহন্তৰ গণভিত্তি নাই। কেৱলমাত্ৰ দলীয় কৰ্মীসকলৰ পৰিচয়ৰ বাহিৰে বাকী জনসাধাৰণৰ লগত সু-সম্পৰ্ক নাই। তেনেস্থলত এইগৰাকী প্ৰাৰ্থীয়ে কেনেকৈ নিজৰ নিৰ্বাচনী প্ৰচাৰ চলাব সেয়া অতিকে লক্ষণীয় হ’ব। আনহাতে, ৰাজ্যত বিৰোধী শিবিৰ একত্ৰিত হ’ল যদিও মাহমৰা বিধানসভা সমষ্টিত অসম জাতীয় পৰিষদৰ হৈ দলটোৰ কেন্দ্ৰীয় সমিতিৰ সম্পাদক তথা আছুৰ প্ৰাক্তন উপ-সভাপতি মানিক গগৈয়ে প্ৰাৰ্থিত্বৰ প্ৰবল দাবীদাৰ আছিল যদিও শেষ ক্ষণত কংগ্ৰেছ দলে প্ৰাৰ্থী প্ৰক্ষেপ কৰাত মানিক গগৈ ক্ষুন্ন হৈ পৰিছে কংগ্ৰেছৰ ওপৰত। বিশেষকৈ অজাপৰ নেতাগৰাকীয়ে কংগ্ৰেছে শাসকীয় দলৰ প্ৰাৰ্থীগৰাকীক জয়ী কৰাবলৈকে নিজা প্ৰাৰ্থী প্ৰক্ষেপ কৰা বুলি অভিযোগ কৰিছে। কংগ্ৰেছ আৰু শাসকীয় দল বিজেপিৰ মাজত গোপন মিতিৰালি থকা বুলিও অজাপৰ নেতাগৰাকীয়ে অভিযোগ কৰিছে। তেনেস্থলত আগন্তুক নিৰ্বাচনত মাহমৰা বিধানসভা সমষ্টিৰ পৰা শাসকীয় দলৰ প্ৰক্ষেপিত প্ৰাৰ্থী সুৰুজ দিহিঙীয়াৰ [5, 928, 1355, 1082]
sabha-headline-2: গ্ৰহণ, আজীৱন সভ্যক প্ৰমাণপত্ৰ [248, 1625, 669, 1663]
bokajan-dateline: আমাৰ খবৰ, বোকাজান, ২৫ মাৰ্চ ঃ [174, 2051, 338, 2063]
commerce-body: গোলাঘাট বাণিজ্য মহাবিদ্যালয়ত ২০ মাৰ্চত এক অনুপ্ৰেৰণামূলক বক্তৃতাৰ অনুষ্ঠিত হয়। যোৰহাটৰ এক প্ৰতিষ্ঠিত শৈক্ষিক সামাজিক অনুষ্ঠান এচিএৰ উদ্যোগত আৰু আভ্যন্তৰীণ মান নিৰূপণ কোষ তথা উদ্যমিতা বিকাশ আৰু নিয়োগ নিশ্চিতকৰণ কোষ, গোলাঘাট বাণিজ্য মহাবিদ্যালয়ৰ সহযোগত মহাবিদ্যালয়ৰ ৰুচা ভৱনৰ সভাগৃহত এক মনোজ্ঞ আলোচনা সত্ৰ অনুষ্ঠিত হয়। বিশেষকৈ বিবিএ, বি কম, এম কমৰ ছাত্ৰ-ছাত্ৰীৰ বাবে আয়োজন কৰা এই আলোচনাৰ সত্ৰখনৰ আঁতধৰে উদ্যমিতা বিকাশ আৰু নিয়োগ নিশ্চিতকৰণ কোষৰ সমন্বয়ক তথা ৰাজনীতি বিজ্ঞান বিভাগৰ সহকাৰী অধ্যাপক ভাস্কৰ কাকতিয়ে। সভাত আদৰণি ভাষণ আগবঢ়ায় মহাবিদ্যালয়ৰ অধ্যক্ষ ড° উৎপল শৰ্মাই। আদৰণি ভাষণত অধ্যক্ষই গোলাঘাট বাণিজ্য মহাবিদ্যালয়ৰ পৰিয়ালে ছাত্ৰ-ছাত্ৰীৰ উৎকৰ্ষ সাধনৰ বাবে বিভিন্ন কাৰ্যপন্থা গ্ৰহণ কৰি অহাৰ কথা সদৰি কৰে। তেওঁ কয় যে এনেধৰণৰ সহ-বিদ্যায়তনিক কাৰ্যসূচীয়ে নিশ্চিতভাৱে ছাত্ৰ-ছাত্ৰীক উপকৃত কৰিব। অসম শৈক্ষিক কেন্দ্ৰ, যোৰহাটৰ হৈ উদ্দেশ্যে ব্যাখ্যাত কেন্দ্ৰৰ সচিব ড° অশোক বৰঠাকুৰে ব্যক্ত কৰে যে ছাত্ৰ-ছাত্ৰীৰ জীৱিকাৰ পথ দেখুৱাবৰ বাবে এই অনুষ্ঠান গঠন কৰা হৈছে। জন্মলগ্নৰ পৰাই এই অনুষ্ঠানে অসমৰ ছাত্ৰ-ছাত্ৰীসকলৰ সৰ্বাংগীণ বিকাশৰ বাবে বিভিন্ন পদক্ষেপ গ্ৰহণ কৰাৰ কথা ড° অশোক বৰঠাকুৰে ব্যক্ত কৰে। মুঠ ১১০ গৰাকী ছাত্ৰ-ছাত্ৰীয়ে অংশ লোৱা সত্ৰত ভাৰতীয় ষ্টেট বেংকৰ হৈ প্ৰবন্ধক সুপ্ৰিয়া জয়ছোৱাল আৰু পি অ’ প্ৰিছিলা নিয়াং মৌখিকে সফল ব্যক্তি হিচাপে নিজ নিজ যোগ্যতাৰ বলত কেনেদৰে প্ৰতিযোগিতামূলক পৰীক্ষাত অৱতীৰ্ণ হৈ এক সন্মানজনক জীৱিকাৰ পথ বাছি ল’ব পাৰি সেই বিষয়ে তথ্য ভিত্তিক বিশ্লেষণ কৰে। সমান্তৰালকৈ অনুষ্ঠানত ভাৰতীয় জীৱন বীমা নিগম, যোৰহাটৰ উচ্চপদস্থ বিষয়া ৰাজীৱ কুমাৰ বসু আৰু অশোক কুমাৰে বৰ্তমানৰ প্ৰতিযোগিতামূলক পৰীক্ষাৰ প্ৰস্তুতিৰ প্ৰয়োজনৰ ওপৰত এক বিশ্লেষণাত্মক ব্যাখ্যা প্ৰদান কৰে। সফল ব্যক্তিসকলে ব্যক্ত কৰে যে একাগ্ৰতা, ধৈৰ্য আৰু অনুশীলনৰ অবিহনে আজিৰ প্ৰেক্ষাপটত চাকৰি লাভ কৰা তেওঁ সম্ভৱ নহয়। বিশেষকৈ বে-চৰকাৰী আৰু বহুজাতিক কোম্পানীৰ কোনো পদত যোগদান কৰিবৰ বাবে ছাত্ৰ অৱস্থাৰ পৰাই নিজকে সাজু কৰি তুলিব লাগিব। সভাত অসম শৈক্ষিক কেন্দ্ৰ যোৰহাটৰ ড° বিজয় কুমাৰ ভাৰ্মা, ড° বিষ্ণুপ্ৰসাদ শৰ্মা, ড° প্ৰদীপ তামুলী, ড° প্ৰশান্ত কুমাৰ বৰঠাকুৰ, ড° শ্যামল প্ৰসাদ বৰুৱা, কমল গোস্বামী আৰু সচিব ড° অশোক বৰঠাকুৰ উপস্থিত থাকে। ইয়াৰ উপৰিও গোলাঘাট বাণিজ্য মহাবিদ্যালয়ৰ ড° কৰবী দেৱী, ড° চিংখাখুম ভাইফে, ড° ৰিংকি দাস, ড° সোণাশ্ৰী দাস অঞ্জন ভৰালী উপস্থিত থাকে। বিদ্যায়তনিক ক্ষেত্ৰত এক গুৰুত্বপূৰ্ণ ভূমিকা গ্ৰহণ কৰা এই অনুষ্ঠানত শলাগৰ শৰাই আগবঢ়ায় আভ্যন্তৰীণ মান নিৰূপণ কোষৰ সমন্বয়ক ড° প্ৰাঞ্জল প্ৰতীম দত্তই। [168, 1288, 1311, 1469]
